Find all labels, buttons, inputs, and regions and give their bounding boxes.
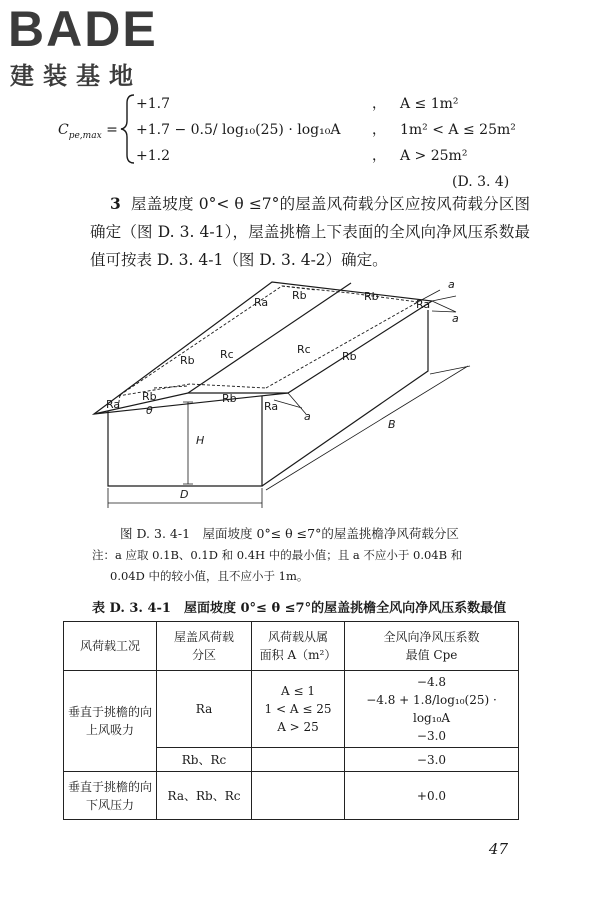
table-title: 表 D. 3. 4-1 屋面坡度 0°≤ θ ≤7°的屋盖挑檐全风向净风压系数最值 (92, 601, 507, 616)
zone-label-rb: Rb (222, 392, 237, 405)
header-area (252, 622, 345, 671)
zone-label-rb: Rb (292, 289, 307, 302)
formula-case-1-sep: ， (372, 96, 386, 112)
formula-lhs (58, 120, 118, 146)
a-dimension-right (432, 301, 456, 312)
header-zone-line-2: 分区 (191, 648, 216, 662)
formula-case-2-cond: 1m² < A ≤ 25m² (400, 122, 516, 138)
header-area-line-1: 风荷载从属 (267, 630, 328, 644)
equation-number: (D. 3. 4) (452, 174, 510, 190)
h-dimension-line (183, 402, 193, 484)
cell-area-3: A > 25 (277, 720, 319, 734)
formula-case-3-expr: +1.2 (136, 148, 170, 164)
header-coefficient-line-1: 全风向净风压系数 (383, 630, 480, 644)
zone-label-ra: Ra (254, 296, 269, 309)
page-number: 47 (488, 840, 508, 858)
zone-label-rc: Rc (220, 348, 234, 361)
side-wall (262, 310, 428, 486)
header-load-case: 风荷载工况 (64, 622, 157, 671)
clause-number: 3 (110, 194, 121, 213)
cell-zone-all: Ra、Rb、Rc (157, 772, 252, 820)
formula-equals: = (106, 122, 118, 138)
cell-zone-rb-rc: Rb、Rc (157, 748, 252, 772)
a-dimension-front (274, 393, 306, 414)
cell-coefficients (345, 671, 519, 748)
dim-label-b: B (388, 418, 396, 431)
cell-coef-1: −4.8 (416, 675, 447, 689)
table-row (64, 671, 519, 748)
formula-case-1 (136, 94, 170, 114)
formula-case-3-sep: ， (372, 148, 386, 164)
dim-label-a-right: a (452, 312, 459, 325)
cell-zone-ra: Ra (157, 671, 252, 748)
dim-label-theta: θ (146, 404, 153, 417)
b-dimension-line (266, 366, 470, 490)
figure-note-line-2: 0.04D 中的较小值，且不应小于 1m。 (110, 569, 309, 583)
roof-ridge (188, 283, 351, 393)
cell-area-empty (252, 772, 345, 820)
dim-label-d: D (180, 488, 189, 501)
cell-coef-3: −3.0 (416, 729, 447, 743)
zone-label-rb: Rb (342, 350, 357, 363)
formula-lhs-symbol: C (58, 122, 69, 138)
header-zone (157, 622, 252, 671)
bade-logo-subtitle: 建装基地 (10, 62, 142, 90)
clause-text: 屋盖坡度 0°< θ ≤7°的屋盖风荷载分区应按风荷载分区图确定（图 D. 3. 4-1），屋盖挑檐上下表面的全风向净风压系数最值可按表 D. 3. 4-1（图 D. 3. 4-2）确定。 (90, 195, 531, 269)
formula-case-2-sep: ， (372, 122, 386, 138)
zone-label-rb: Rb (142, 390, 157, 403)
dim-label-a-front: a (304, 410, 311, 423)
table-row (64, 772, 519, 820)
header-zone-line-1: 屋盖风荷载 (173, 630, 234, 644)
header-area-line-2: 面积 A（m²） (259, 648, 337, 662)
cell-area-1: A ≤ 1 (281, 684, 315, 698)
zone-label-rc: Rc (297, 343, 311, 356)
formula-case-1-expr: +1.7 (136, 96, 170, 112)
cell-area-ranges (252, 671, 345, 748)
figure-caption: 图 D. 3. 4-1 屋面坡度 0°≤ θ ≤7°的屋盖挑檐净风荷载分区 (120, 526, 459, 541)
dim-label-a-top: a (448, 278, 455, 291)
cell-area-empty (252, 748, 345, 772)
cell-load-case-upward: 垂直于挑檐的向上风吸力 (64, 671, 157, 772)
formula-brace (120, 93, 136, 165)
formula-case-2 (136, 120, 340, 140)
dim-label-h: H (196, 434, 205, 447)
zone-boundary (154, 386, 188, 388)
zone-label-rb: Rb (364, 290, 379, 303)
formula-case-2-expr: +1.7 − 0.5/ log₁₀(25) · log₁₀A (136, 122, 341, 138)
bade-logo: BADE (8, 1, 158, 57)
formula-lhs-subscript: pe,max (68, 130, 102, 141)
zone-label-ra: Ra (416, 298, 431, 311)
cell-area-2: 1 < A ≤ 25 (264, 702, 332, 716)
zone-label-ra: Ra (264, 400, 279, 413)
roof-zone-figure (80, 276, 490, 516)
header-coefficient (345, 622, 519, 671)
figure-note-line-1: 注：a 应取 0.1B、0.1D 和 0.4H 中的最小值；且 a 不应小于 0.04B 和 (92, 548, 463, 562)
clause-paragraph (90, 190, 530, 274)
zone-boundary (266, 302, 418, 388)
table-header-row (64, 622, 519, 671)
formula-case-3 (136, 146, 170, 166)
zone-label-ra: Ra (106, 398, 121, 411)
formula-case-3-cond: A > 25m² (400, 148, 468, 164)
cell-load-case-downward: 垂直于挑檐的向下风压力 (64, 772, 157, 820)
cell-coef-5: +0.0 (345, 772, 519, 820)
pressure-coefficient-table (63, 621, 519, 820)
cell-coef-2: −4.8 + 1.8/log₁₀(25) · log₁₀A (366, 693, 497, 725)
formula-case-1-cond: A ≤ 1m² (400, 96, 459, 112)
zone-label-rb: Rb (180, 354, 195, 367)
cell-coef-4: −3.0 (345, 748, 519, 772)
header-coefficient-line-2: 最值 Cpe (405, 648, 458, 662)
